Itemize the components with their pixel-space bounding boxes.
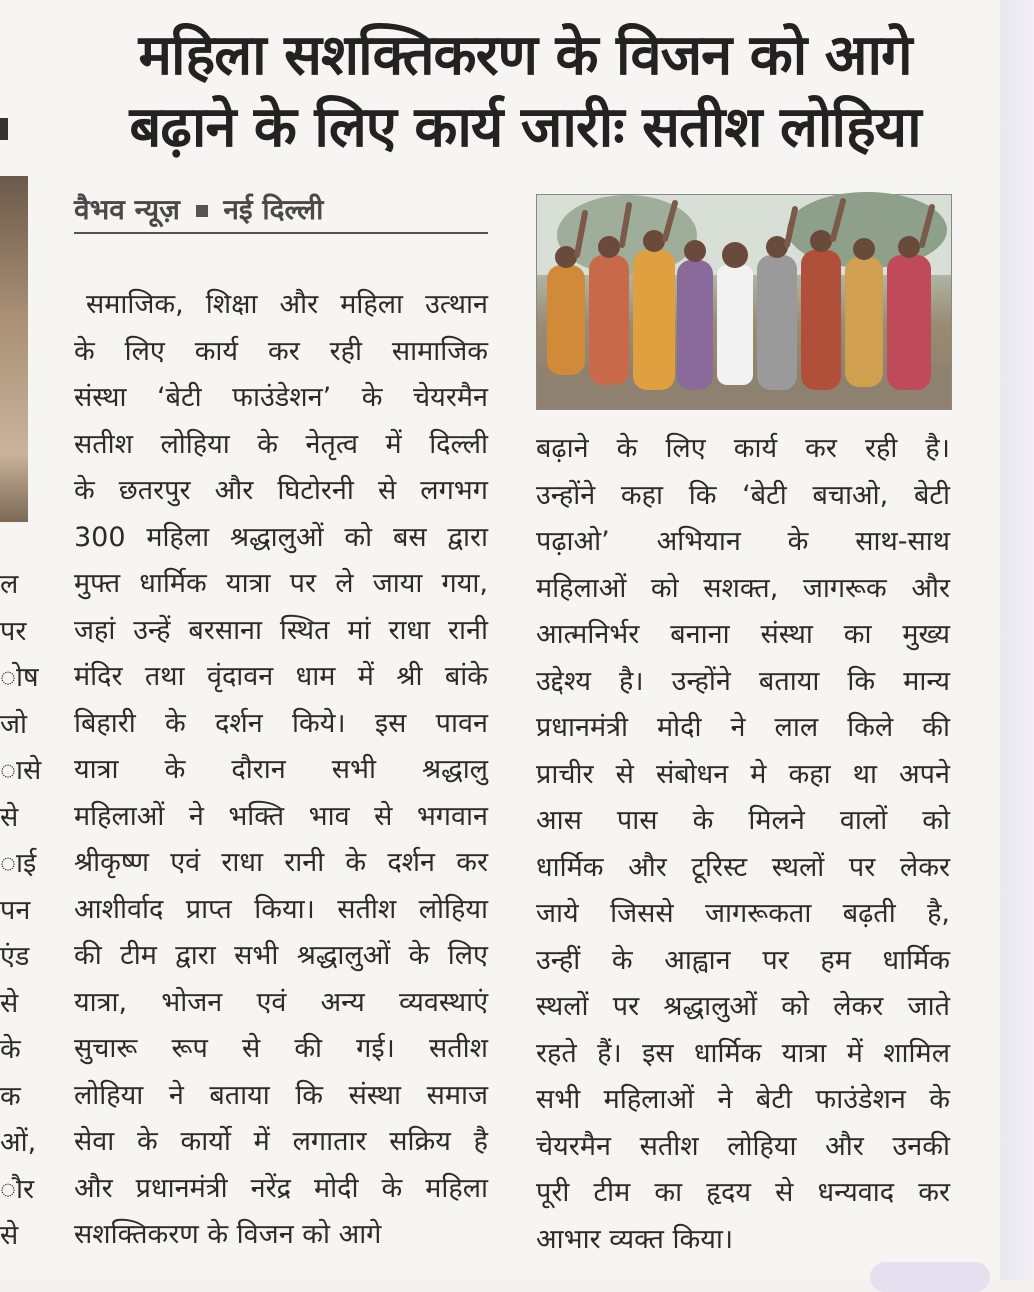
text-line: ासे [0, 755, 42, 786]
adjacent-article-mark [0, 118, 8, 140]
text-line: एंड [0, 941, 30, 972]
text-line: आभार व्यक्त किया। [536, 1223, 734, 1255]
article-column-1 [74, 282, 488, 1259]
text-line: मुफ्त धार्मिक यात्रा पर ले जाया गया, [74, 568, 488, 599]
text-line: और प्रधानमंत्री नरेंद्र मोदी के महिला [74, 1172, 488, 1204]
text-line: संस्था ‘बेटी फाउंडेशन’ के चेयरमैन [74, 382, 488, 413]
text-line: श्रीकृष्ण एवं राधा रानी के दर्शन कर [74, 847, 488, 878]
text-line: चेयरमैन सतीश लोहिया और उनकी [536, 1130, 950, 1162]
text-line: यात्रा, भोजन एवं अन्य व्यवस्थाएं [74, 986, 488, 1018]
text-line: समाजिक, शिक्षा और महिला उत्थान [86, 289, 488, 320]
text-line: ल [0, 569, 19, 600]
text-line: उन्होंने कहा कि ‘बेटी बचाओ, बेटी [536, 479, 950, 511]
dateline-place: नई दिल्ली [223, 193, 324, 226]
headline-line-1: महिला सशक्तिकरण के विजन को आगे [138, 23, 912, 88]
text-line: उन्हीं के आह्वान पर हम धार्मिक [536, 944, 950, 976]
text-line: से [0, 987, 19, 1019]
text-line: रहते हैं। इस धार्मिक यात्रा में शामिल [536, 1037, 950, 1069]
text-line: जहां उन्हें बरसाना स्थित मां राधा रानी [74, 614, 488, 646]
text-line: के छतरपुर और घिटोरनी से लगभग [74, 475, 488, 506]
dateline-separator-icon [196, 205, 208, 217]
text-line: से [0, 801, 19, 833]
text-line: 300 महिला श्रद्धालुओं को बस द्वारा [74, 521, 488, 553]
adjacent-article-fragments [0, 562, 42, 1260]
group-photo-illustration [537, 195, 951, 409]
screen-edge [1000, 0, 1034, 1280]
text-line: ोष [0, 662, 39, 693]
text-line: की टीम द्वारा सभी श्रद्धालुओं के लिए [74, 940, 488, 971]
text-line: ाई [0, 848, 37, 879]
text-line: क [0, 1080, 21, 1112]
news-photo [536, 194, 952, 410]
text-line: के [0, 1034, 21, 1065]
text-line: महिलाओं ने भक्ति भाव से भगवान [74, 800, 488, 832]
text-line: प्राचीर से संबोधन मे कहा था अपने [536, 758, 950, 790]
text-line: पूरी टीम का हृदय से धन्यवाद कर [536, 1177, 950, 1208]
article-column-2 [536, 426, 950, 1263]
text-line: ओं, [0, 1127, 37, 1158]
text-line: पन [0, 894, 31, 926]
text-line: यात्रा के दौरान सभी श्रद्धालु [74, 754, 488, 785]
text-line: जाये जिससे जागरूकता बढ़ती है, [536, 898, 950, 929]
text-line: के लिए कार्य कर रही सामाजिक [74, 335, 488, 367]
text-line: बिहारी के दर्शन किये। इस पावन [74, 707, 488, 739]
text-line: धार्मिक और टूरिस्ट स्थलों पर लेकर [536, 851, 950, 883]
text-line: उद्देश्य है। उन्होंने बताया कि मान्य [536, 665, 950, 697]
text-line: आत्मनिर्भर बनाना संस्था का मुख्य [536, 619, 950, 650]
text-line: स्थलों पर श्रद्धालुओं को लेकर जाते [536, 991, 950, 1022]
text-line: महिलाओं को सशक्त, जागरूक और [536, 572, 950, 604]
headline [60, 20, 990, 164]
text-line: मंदिर तथा वृंदावन धाम में श्री बांके [74, 661, 488, 692]
text-line: लोहिया ने बताया कि संस्था समाज [74, 1079, 488, 1111]
text-line: सेवा के कार्यो में लगातार सक्रिय है [74, 1126, 488, 1157]
overlay-tab [870, 1262, 990, 1292]
headline-line-2: बढ़ाने के लिए कार्य जारीः सतीश लोहिया [129, 95, 921, 160]
text-line: आशीर्वाद प्राप्त किया। सतीश लोहिया [74, 893, 488, 925]
text-line: सुचारू रूप से की गई। सतीश [74, 1033, 488, 1064]
dateline [74, 190, 488, 234]
text-line: से [0, 1220, 19, 1251]
text-line: जो [0, 708, 28, 740]
text-line: पढ़ाओ’ अभियान के साथ-साथ [536, 526, 950, 557]
text-line: सशक्तिकरण के विजन को आगे [74, 1219, 382, 1250]
text-line: बढ़ाने के लिए कार्य कर रही है। [536, 433, 950, 464]
text-line: सभी महिलाओं ने बेटी फाउंडेशन के [536, 1084, 950, 1115]
text-line: आस पास के मिलने वालों को [536, 805, 950, 836]
adjacent-article-photo [0, 176, 28, 522]
text-line: ौर [0, 1173, 35, 1205]
text-line: प्रधानमंत्री मोदी ने लाल किले की [536, 712, 950, 743]
text-line: पर [0, 615, 27, 647]
text-line: सतीश लोहिया के नेतृत्व में दिल्ली [74, 428, 488, 460]
dateline-source: वैभव न्यूज़ [74, 193, 180, 226]
